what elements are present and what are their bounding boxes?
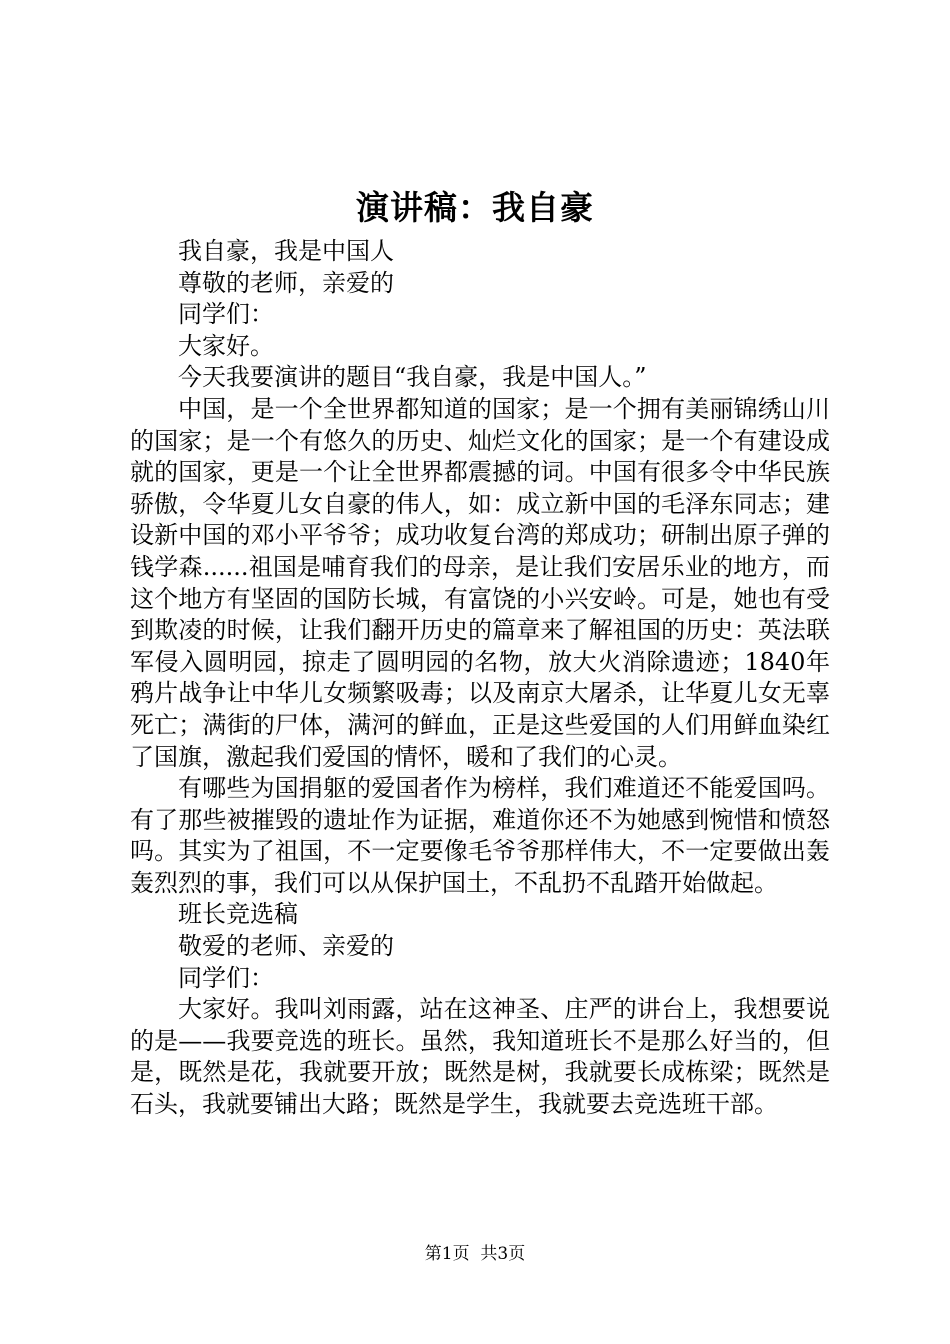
paragraph: 尊敬的老师，亲爱的 bbox=[178, 268, 394, 297]
paragraph: 敬爱的老师、亲爱的 bbox=[178, 932, 394, 961]
paragraph: 大家好。我叫刘雨露，站在这神圣、庄严的讲台上，我想要说的是——我要竞选的班长。虽然，我知道班长不是那么好当的，但是，既然是花，我就要开放；既然是树，我就要长成栋梁；既然是石头，我就要铺出大路；既然是学生，我就要去竞选班干部。 bbox=[130, 995, 830, 1119]
paragraph: 同学们： bbox=[178, 300, 274, 329]
paragraph: 中国，是一个全世界都知道的国家；是一个拥有美丽锦绣山川的国家；是一个有悠久的历史、灿烂文化的国家；是一个有建设成就的国家，更是一个让全世界都震撼的词。中国有很多令中华民族骄傲，令华夏儿女自豪的伟人，如：成立新中国的毛泽东同志；建设新中国的邓小平爷爷；成功收复台湾的郑成功；研制出原子弹的钱学森......祖国是哺育我们的母亲，是让我们安居乐业的地方，而这个地方有坚固的国防长城，有富饶的小兴安岭。可是，她也有受到欺凌的时候，让我们翻开历史的篇章来了解祖国的历史：英法联军侵入圆明园，掠走了圆明园的名物，放大火消除遗迹；1840年鸦片战争让中华儿女频繁吸毒；以及南京大屠杀，让华夏儿女无辜死亡；满街的尸体，满河的鲜血，正是这些爱国的人们用鲜血染红了国旗，激起我们爱国的情怀，暖和了我们的心灵。 bbox=[130, 394, 830, 771]
paragraph: 今天我要演讲的题目“我自豪，我是中国人。” bbox=[178, 363, 647, 392]
paragraph: 班长竞选稿 bbox=[178, 900, 298, 929]
page-number: 第1页 bbox=[424, 1244, 470, 1264]
document-body bbox=[130, 236, 830, 1121]
page-total: 共3页 bbox=[480, 1244, 526, 1264]
paragraph: 同学们： bbox=[178, 963, 274, 992]
paragraph: 有哪些为国捐躯的爱国者作为榜样，我们难道还不能爱国吗。有了那些被摧毁的遗址作为证据，难道你还不为她感到惋惜和愤怒吗。其实为了祖国，不一定要像毛爷爷那样伟大，不一定要做出轰轰烈烈的事，我们可以从保护国土，不乱扔不乱踏开始做起。 bbox=[130, 774, 830, 897]
paragraph: 大家好。 bbox=[178, 331, 274, 360]
document-title: 演讲稿：我自豪 bbox=[356, 188, 594, 227]
page-footer bbox=[0, 1242, 950, 1266]
paragraph: 我自豪，我是中国人 bbox=[178, 237, 394, 265]
